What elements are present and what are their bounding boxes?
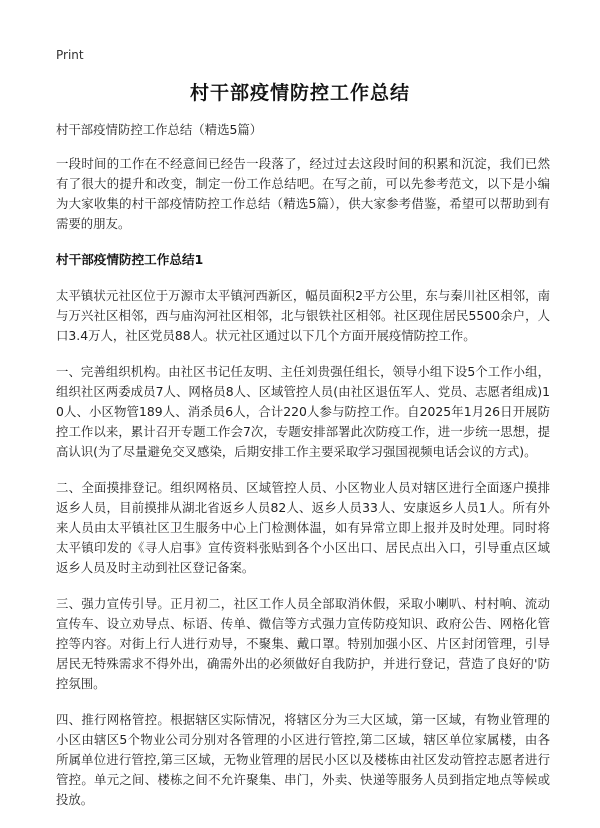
document-subtitle: 村干部疫情防控工作总结（精选5篇） [56, 122, 263, 137]
document-body [56, 120, 550, 826]
section-heading: 村干部疫情防控工作总结1 [56, 252, 204, 267]
page-title: 村干部疫情防控工作总结 [189, 82, 410, 104]
paragraph: 一、完善组织机构。由社区书记任友明、主任刘贵强任组长，领导小组下设5个工作小组，组织社区两委成员7人、网格员8人、区域管控人员(由社区退伍军人、党员、志愿者组成)10人、小区物管189人、消杀员6人，合计220人参与防控工作。自2025年1月26日开展防控工作以来，累计召开专题工作会7次，专题安排部署此次防疫工作，进一步统一思想，提高认识(为了尽量避免交叉感染，后期安排工作主要采取学习强国视频电话会议的方式)。 [56, 364, 550, 459]
paragraph: 太平镇状元社区位于万源市太平镇河西新区，幅员面积2平方公里，东与秦川社区相邻，南与万兴社区相邻，西与庙沟河社区相邻，北与银铁社区相邻。社区现住居民5500余户，人口3.4万人，社区党员88人。状元社区通过以下几个方面开展疫情防控工作。 [56, 288, 550, 343]
paragraph: 四、推行网格管控。根据辖区实际情况，将辖区分为三大区域，第一区域，有物业管理的小区由辖区5个物业公司分别对各管理的小区进行管控,第二区域，辖区单位家属楼，由各所属单位进行管控,第三区域，无物业管理的居民小区以及楼栋由社区发动管控志愿者进行管控。单元之间、楼栋之间不允许聚集、串门，外卖、快递等服务人员到指定地点等候或投放。 [56, 712, 550, 807]
print-link[interactable]: Print [56, 48, 84, 62]
paragraph: 二、全面摸排登记。组织网格员、区域管控人员、小区物业人员对辖区进行全面逐户摸排返乡人员，目前摸排从湖北省返乡人员82人、返乡人员33人、安康返乡人员1人。所有外来人员由太平镇社区卫生服务中心上门检测体温，如有异常立即上报并及时处理。同时将太平镇印发的《寻人启事》宣传资料张贴到各个小区出口、居民点出入口，引导重点区域返乡人员及时主动到社区登记备案。 [56, 480, 550, 575]
intro-paragraph: 一段时间的工作在不经意间已经告一段落了，经过过去这段时间的积累和沉淀，我们已然有了很大的提升和改变，制定一份工作总结吧。在写之前，可以先参考范文，以下是小编为大家收集的村干部疫情防控工作总结（精选5篇），供大家参考借鉴，希望可以帮助到有需要的朋友。 [56, 156, 550, 231]
paragraph: 三、强力宣传引导。正月初二，社区工作人员全部取消休假，采取小喇叭、村村响、流动宣传车、设立劝导点、标语、传单、微信等方式强力宣传防疫知识、政府公告、网格化管控等内容。对街上行人进行劝导，不聚集、戴口罩。特别加强小区、片区封闭管理，引导居民无特殊需求不得外出，确需外出的必须做好自我防护，并进行登记，营造了良好的'防控氛围。 [56, 596, 550, 691]
